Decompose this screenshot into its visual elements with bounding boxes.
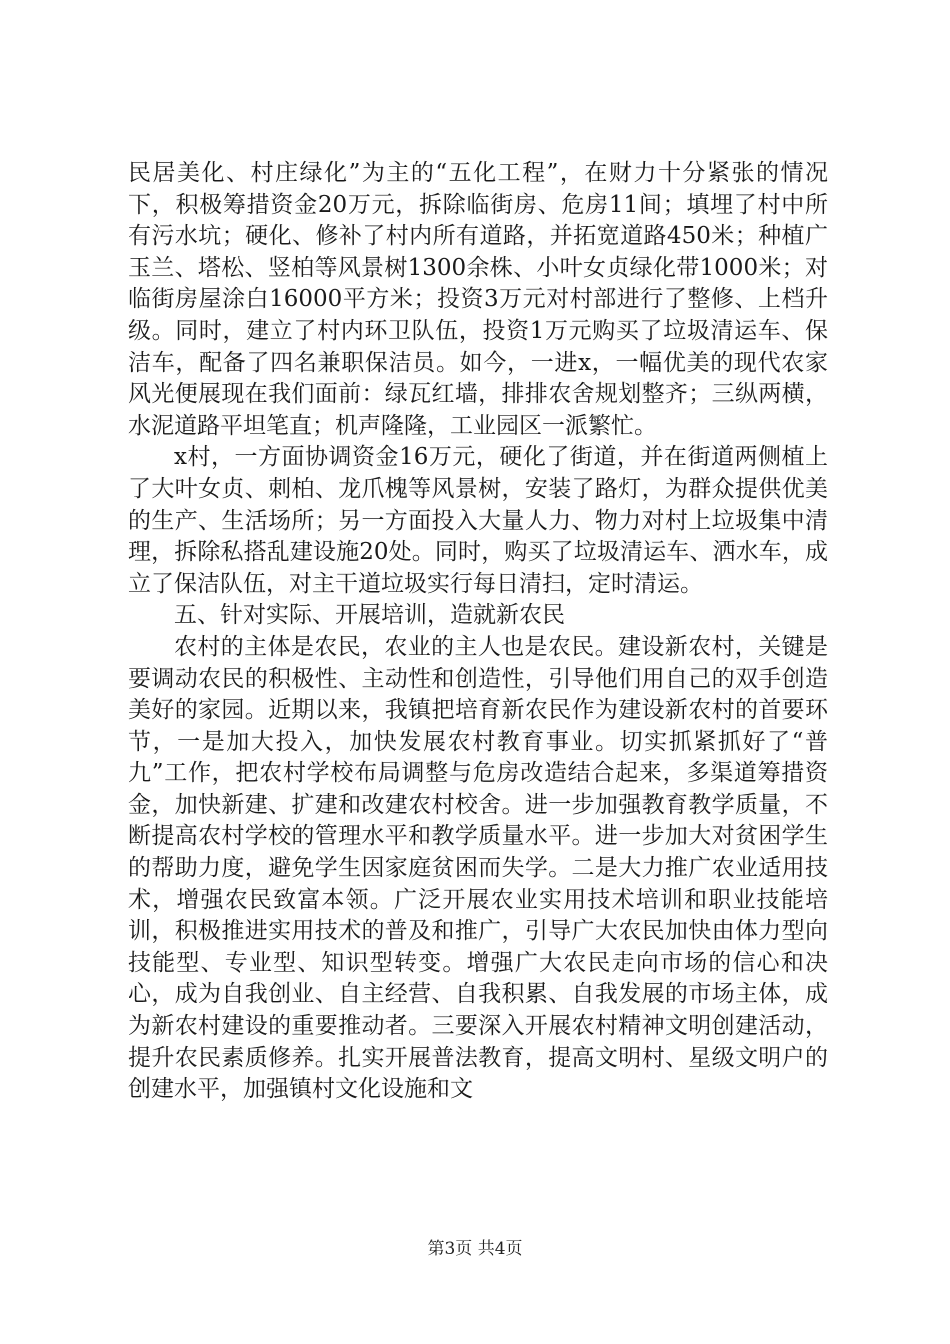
paragraph-training: 农村的主体是农民，农业的主人也是农民。建设新农村，关键是要调动农民的积极性、主动性和创造性，引导他们用自己的双手创造美好的家园。近期以来，我镇把培育新农民作为建设新农村的首要环节，一是加大投入，加快发展农村教育事业。切实抓紧抓好了“普九”工作，把农村学校布局调整与危房改造结合起来，多渠道筹措资金，加快新建、扩建和改建农村校舍。进一步加强教育教学质量，不断提高农村学校的管理水平和教学质量水平。进一步加大对贫困学生的帮助力度，避免学生因家庭贫困而失学。二是大力推广农业适用技术，增强农民致富本领。广泛开展农业实用技术培训和职业技能培训，积极推进实用技术的普及和推广，引导广大农民加快由体力型向技能型、专业型、知识型转变。增强广大农民走向市场的信心和决心，成为自我创业、自主经营、自我积累、自我发展的市场主体，成为新农村建设的重要推动者。三要深入开展农村精神文明创建活动，提升农民素质修养。扎实开展普法教育，提高文明村、星级文明户的创建水平，加强镇村文化设施和文 (128, 633, 828, 1103)
paragraph-continuation: 民居美化、村庄绿化”为主的“五化工程”，在财力十分紧张的情况下，积极筹措资金20万元，拆除临街房、危房11间；填埋了村中所有污水坑；硬化、修补了村内所有道路，并拓宽道路450米；种植广玉兰、塔松、竖柏等风景树1300余株、小叶女贞绿化带1000米；对临街房屋涂白16000平方米；投资3万元对村部进行了整修、上档升级。同时，建立了村内环卫队伍，投资1万元购买了垃圾清运车、保洁车，配备了四名兼职保洁员。如今，一进x，一幅优美的现代农家风光便展现在我们面前：绿瓦红墙，排排农舍规划整齐；三纵两横，水泥道路平坦笔直；机声隆隆，工业园区一派繁忙。 (128, 160, 828, 439)
page-footer: 第3页 共4页 (427, 1239, 523, 1259)
document-body (128, 158, 828, 1106)
paragraph-village-x: x村，一方面协调资金16万元，硬化了街道，并在街道两侧植上了大叶女贞、刺柏、龙爪槐等风景树，安装了路灯，为群众提供优美的生产、生活场所；另一方面投入大量人力、物力对村上垃圾集中清理，拆除私搭乱建设施20处。同时，购买了垃圾清运车、洒水车，成立了保洁队伍，对主干道垃圾实行每日清扫，定时清运。 (128, 444, 828, 597)
section-heading: 五、针对实际、开展培训，造就新农民 (174, 602, 565, 629)
